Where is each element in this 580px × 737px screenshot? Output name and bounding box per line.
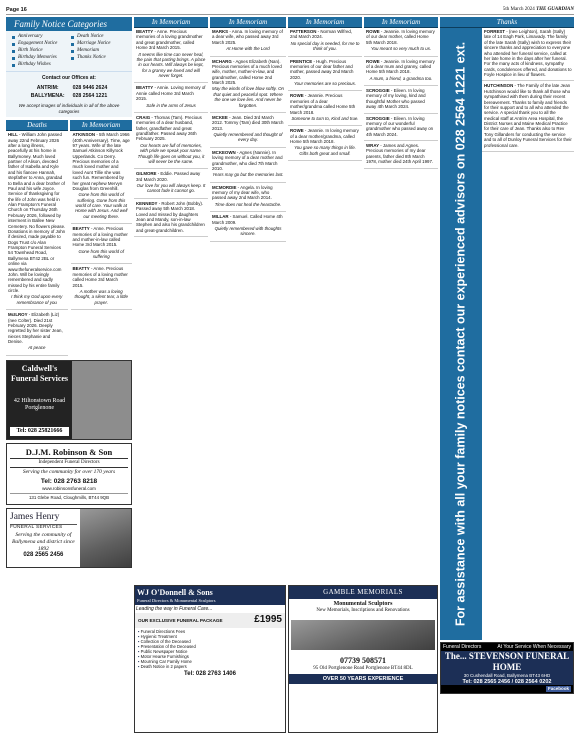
- djm-address: 131 Glebe Road, Cloughmills, BT44 9QB: [10, 493, 128, 500]
- notice-verse: Safe in the arms of Jesus: [146, 102, 196, 108]
- category-label: Anniversary: [18, 34, 43, 39]
- notice-text: - 5th March 1966 (40th Anniversary). Time, age 97 years. Wife of the late Samuel Atkinson Killyrock Upperlands. Co Derry. Precious memories of a much loved mother and loved Aunt Tillie she was such fun. Remembered by her great nephew Mervyn Douglas from Greenhill.: [72, 132, 130, 191]
- divider: [210, 147, 286, 148]
- stevenson-phone: Tel: 028 2565 2456 / 028 2564 0202: [462, 678, 552, 685]
- wjo-tagline: Leading the way in Funeral Care...: [136, 606, 213, 613]
- wjo-name: WJ O'Donnell & Sons: [137, 588, 213, 597]
- notice-text: - James and Agnes. Precious memories of my dear parents, father died 8th March 1978, mother died 24th April 1997.: [366, 143, 434, 165]
- djm-website: www.robinsonsfuneral.com: [42, 485, 96, 491]
- index-title: Family Notice Categories: [6, 17, 132, 31]
- divider: [134, 112, 208, 113]
- divider: [71, 223, 133, 224]
- memoriam-list: [134, 28, 208, 582]
- page-header: [6, 6, 574, 15]
- category-item: [12, 55, 67, 61]
- package-item: ▪ Motor Hearse Furnishings: [138, 654, 282, 659]
- notice-text: - Jean. Died 3rd March 2012. Tommy (Tam) died 30th March 2013.: [212, 114, 284, 131]
- notice-entry: [364, 115, 438, 140]
- notice-verse: At peace: [28, 345, 46, 351]
- notice-verse: You gave so many things in life. Gifts both great and small.: [294, 145, 356, 156]
- notice-verse: Time does not heal the heartache.: [214, 201, 282, 207]
- notice-text: - Elizabeth (Liz) (nee Colter). Died 21st February 2026. Deeply regretted by her sister Jean, nieces Stephanie and Denise.: [8, 312, 63, 345]
- package-item: ▪ Presentation of the Deceased: [138, 644, 282, 649]
- divider: [288, 125, 362, 126]
- notice-text: - Eileen. In loving memory of my loving, kind and thoughtful Mother who passed away 4th March 2024.: [366, 88, 426, 110]
- caldwell-name: Caldwell's Funeral Services: [10, 363, 69, 383]
- gamble-phone: 07739 508571: [340, 655, 386, 665]
- notice-entry: [6, 311, 68, 354]
- bullet-icon: [71, 50, 74, 53]
- notice-name: MCMORDIE: [212, 184, 237, 190]
- divider: [364, 140, 438, 141]
- wjo-package-list: [135, 628, 285, 671]
- gamble-body: New Memorials, Inscriptions and Renovations: [316, 607, 410, 613]
- notice-verse: It seems like time can never heal, the pain that parting brings. A place in our hearts. Will always be kept, for a granny we loved and will never forget.: [136, 51, 206, 78]
- divider: [134, 236, 208, 237]
- notice-name: MCHARG: [212, 58, 232, 64]
- divider: [6, 355, 68, 356]
- notice-entry: [71, 225, 133, 262]
- notice-entry: [364, 28, 438, 55]
- category-item: [12, 34, 67, 40]
- caldwell-advert: [6, 360, 132, 440]
- thanks-header: Thanks: [440, 17, 574, 28]
- notice-entry: [134, 200, 208, 235]
- package-item: ▪ Collection of the Deceased: [138, 639, 282, 644]
- notice-verse: Years may go but the memories last.: [212, 172, 284, 178]
- divider: [288, 56, 362, 57]
- divider: [134, 82, 208, 83]
- category-label: Death Notice: [77, 34, 104, 39]
- henry-sub: FUNERAL SERVICES: [10, 524, 77, 531]
- notice-entry: [6, 131, 68, 308]
- category-label: Birthday Wishes: [18, 62, 51, 68]
- divider: [364, 113, 438, 114]
- notice-verse: I think my God upon every remembrance of you: [11, 294, 63, 305]
- notice-verse: You meant so very much to us.: [370, 46, 432, 52]
- memoriam-header: In Memoriam: [70, 120, 132, 131]
- bullet-icon: [71, 36, 74, 39]
- wjo-sub: Funeral Directors & Monumental Sculptors: [137, 597, 216, 603]
- gamble-name: GAMBLE MEMORIALS: [289, 586, 437, 599]
- package-item: ▪ Death Notice in 2 papers: [138, 664, 282, 669]
- category-item: [12, 41, 67, 47]
- notice-entry: [482, 82, 574, 150]
- page-number: Page 16: [6, 6, 27, 13]
- office-contact: [6, 71, 132, 117]
- divider: [482, 151, 574, 152]
- deaths-list: [6, 131, 68, 357]
- category-item: [12, 48, 67, 54]
- memoriam-list: [210, 28, 286, 582]
- issue-date: 5th March 2024: [502, 6, 535, 12]
- gamble-advert-wrap: [288, 585, 438, 733]
- memorial-photo: [291, 620, 435, 650]
- memoriam-header: In Memoriam: [288, 17, 362, 28]
- notice-name: GILMORE: [136, 171, 157, 177]
- paper-name: THE GUARDIAN: [536, 6, 574, 12]
- category-label: Engagement Notice: [18, 41, 58, 47]
- category-list: [6, 31, 132, 71]
- notice-name: BEATTY: [72, 226, 90, 232]
- notice-text: - Eddie. Passed away 3rd March 2020.: [136, 171, 201, 182]
- divider: [364, 56, 438, 57]
- notice-verse: A mother was a loving thought, a silent tear, a little prayer.: [74, 288, 128, 305]
- henry-advert: [6, 508, 132, 568]
- wjo-package: OUR EXCLUSIVE FUNERAL PACKAGE: [138, 617, 223, 623]
- package-item: ▪ Funeral Directions Fees: [138, 629, 282, 634]
- notice-name: BEATTY: [136, 85, 154, 91]
- notice-text: - Jeannie. In loving memory of a dear mother/grandma, called Home 5th March 2018.: [290, 128, 359, 144]
- memoriam-header: In Memoriam: [134, 17, 208, 28]
- notice-verse: Quietly remembered with thoughts sincere.: [214, 225, 282, 237]
- notice-entry: [134, 114, 208, 167]
- stevenson-name: The... STEVENSON FUNERAL HOME: [444, 651, 570, 673]
- package-item: ▪ Hygienic Treatment: [138, 634, 282, 639]
- notice-entry: [134, 28, 208, 81]
- notice-name: KENNEDY: [136, 200, 158, 206]
- notice-verse: Someone to turn to, Kind and true.: [291, 115, 359, 121]
- bullet-icon: [12, 36, 15, 39]
- notice-text: - Anne. Precious memories of a loving mother called Home 3rd March 2015.: [72, 266, 128, 288]
- notice-name: ROWE: [366, 29, 380, 34]
- divider: [71, 309, 133, 310]
- divider: [482, 80, 574, 81]
- category-label: Memoriam: [77, 48, 99, 54]
- notice-text: - Annie. Loving memory of Annie called Home 3rd March 2015.: [136, 85, 206, 102]
- notice-text: - Anna. In loving memory of a dear wife, who passed away 3rd March 2025.: [212, 29, 283, 45]
- bullet-icon: [71, 43, 74, 46]
- wjo-price: £1995: [254, 614, 282, 626]
- memoriam-list: [364, 28, 438, 582]
- divider: [6, 309, 68, 310]
- djm-phone: Tel: 028 2763 8218: [40, 478, 98, 485]
- notice-entry: [288, 127, 362, 159]
- notice-verse: No special day is needed, for me to think of you.: [290, 40, 360, 52]
- stevenson-top-right: At Your Service When Necessary: [497, 644, 571, 650]
- notice-entry: [364, 142, 438, 167]
- office-title: Contact our Offices at:: [42, 75, 96, 82]
- notice-text: - The Family of the late Jean Hutchinson would like to thank all those who sympathised with them during their recent bereavement. Thanks to family and friends for their support and to all who attended the service. A special thank you to all the medical staff at Antrim Area Hospital, the District Nurses and Maine Medical Practice for their care of Jean. Thanks also to Rev Tony Gillanders for conducting the service and to all of Dunloy Funeral Services for their professional care.: [484, 83, 572, 148]
- divider: [210, 112, 286, 113]
- divider: [364, 168, 438, 169]
- gamble-address: 95 Old Portglenone Road Portglenone BT44 8DL: [313, 665, 413, 671]
- notice-name: SCROGGIE: [366, 115, 390, 121]
- category-label: Birthday Memories: [18, 55, 57, 61]
- divider: [288, 160, 362, 161]
- wjo-advert: [134, 585, 286, 733]
- thanks-list: [482, 28, 574, 640]
- djm-advert: [6, 443, 132, 505]
- notice-text: - Jeannie. In loving memory of a dear mum and granny, called Home 5th March 2018.: [366, 58, 435, 75]
- notice-name: ROWE: [290, 128, 304, 134]
- notice-entry: [210, 28, 286, 55]
- notice-verse: Gone from this world of suffering: [78, 248, 124, 260]
- notice-verse: Your memories are so precious.: [294, 81, 356, 86]
- column-1: [6, 17, 132, 733]
- office-table: [26, 83, 112, 102]
- memoriam-list: [288, 28, 362, 582]
- stevenson-advert: [440, 642, 574, 694]
- image-note: We accept images of individuals in all of the above categories: [18, 103, 120, 114]
- category-item: [71, 48, 126, 54]
- memoriam-header: In Memoriam: [364, 17, 438, 28]
- office-label: ANTRIM:: [36, 84, 59, 91]
- office-label: BALLYMENA:: [30, 92, 65, 99]
- notice-name: MILLAR: [212, 214, 229, 220]
- henry-name: James Henry: [10, 511, 60, 522]
- notice-name: PATTERSON: [290, 29, 317, 34]
- category-label: Birth Notice: [18, 48, 43, 54]
- gamble-sub: Monumental Sculptors: [333, 600, 393, 607]
- stevenson-address: 30 Cushendall Road, Ballymena BT43 6HD: [463, 673, 551, 679]
- notice-name: MARKS: [212, 29, 229, 34]
- caldwell-phone: Tel: 028 25821666: [10, 427, 69, 436]
- notice-name: SCROGGIE: [366, 88, 390, 93]
- notice-text: - Robert John (Bobby). Passed away 5th March 2018. Loved and missed by daughters Jean and Mandy, son-in-law Stephen and also his grandchildren and great-grandchildren.: [136, 200, 205, 233]
- notice-entry: [210, 213, 286, 240]
- notice-entry: [210, 149, 286, 181]
- notice-text: - Samuel. Called Home 4th March 2009.: [212, 214, 283, 225]
- bullet-icon: [12, 64, 15, 67]
- notice-entry: [482, 28, 574, 79]
- assistance-banner: [440, 28, 482, 640]
- bullet-icon: [12, 57, 15, 60]
- category-label: Marriage Notice: [77, 41, 111, 47]
- divider: [71, 263, 133, 264]
- notice-text: - Norman Wilfred, 2nd March 2024.: [290, 29, 353, 40]
- djm-name: D.J.M. Robinson & Son: [25, 446, 113, 457]
- notice-text: - Jeannie. Precious memories of a dear mother/grandma called Home 5th March 2018.: [290, 93, 356, 115]
- category-item: [71, 41, 126, 47]
- bullet-icon: [12, 50, 15, 53]
- notice-text: - Jeannie. In loving memory of our dear mother, called Home 5th March 2018.: [366, 29, 435, 45]
- divider: [288, 90, 362, 91]
- wjo-phone: Tel: 028 2763 1406: [184, 670, 236, 677]
- deaths-header: Deaths: [6, 120, 68, 131]
- divider: [134, 198, 208, 199]
- notice-name: BEATTY: [72, 266, 90, 272]
- henry-phone: 028 2565 2456: [23, 552, 64, 559]
- notice-name: ROWE: [366, 58, 380, 64]
- wjo-advert-wrap: [134, 585, 286, 733]
- notice-text: - (nee Leighton), Sarah (Sally) late of 14 Eagh Park, Limavady. The family of the late Sarah (Sally) wish to express their sincere thanks and appreciation to everyone who attended her funeral service, called at her late home in the days after her funeral. For the many acts of kindness, sympathy cards, condolences offered, and donations to Foyle Hospice in lieu of flowers.: [484, 29, 572, 77]
- henry-tag: Serving the community of Ballymena and district since 1892: [11, 532, 75, 552]
- notice-entry: [364, 87, 438, 112]
- caldwell-address: 42 Hiltonstown Road Portglenone: [13, 397, 66, 411]
- notice-verse: A mum, a friend, a grandma too.: [369, 75, 433, 81]
- notice-entry: [364, 58, 438, 85]
- assistance-text: For assistance with all your family notices contact our experienced advisors on 028 2564 1221 ext.: [453, 41, 468, 627]
- notice-entry: [210, 184, 286, 211]
- bullet-icon: [12, 43, 15, 46]
- facebook-link[interactable]: Facebook: [547, 686, 569, 692]
- memoriam-list: [71, 131, 133, 357]
- divider: [210, 211, 286, 212]
- notice-text: - Anne. Precious memories of a loving mother and mother-in-law called Home 3rd March 2015.: [72, 226, 128, 248]
- notice-verse: At Home with the Lord: [226, 46, 270, 52]
- notice-name: HILL: [8, 132, 18, 138]
- gamble-years: OVER 50 YEARS EXPERIENCE: [289, 674, 437, 685]
- notice-text: - Angela. In loving memory of my dear wife, who passed away 2nd March 2014.: [212, 184, 273, 201]
- djm-tag: Serving the community for over 170 years: [22, 469, 116, 476]
- notice-verse: May the winds of love blow softly. On that quiet and peaceful spot. Where the one we love lies. And never be forgotten.: [212, 86, 284, 108]
- notice-verse: Our hearts are full of memories, with pride we speak your name. Though life goes on without you, it will never be the same.: [137, 142, 205, 164]
- category-label: Thanks Notice: [77, 55, 106, 61]
- notice-verse: Quietly remembered and thought of every day.: [213, 132, 283, 143]
- column-6: [440, 17, 574, 733]
- funeral-photo: [80, 509, 131, 567]
- notice-name: FORREST: [484, 29, 505, 34]
- notice-name: CRAIG: [136, 114, 151, 120]
- notice-text: - Thomas (Tam). Precious memories of a dear husband, father, grandfather and great grandfather. Passed away 26th February 2025.: [136, 114, 202, 142]
- gamble-advert: [288, 585, 438, 733]
- djm-sub: Independent Funeral Directors: [10, 458, 128, 468]
- package-item: ▪ Mourning Car Family Home: [138, 659, 282, 664]
- divider: [364, 85, 438, 86]
- notice-name: McILROY: [8, 312, 28, 318]
- notice-name: ATKINSON: [72, 132, 96, 138]
- notice-name: HUTCHINSON: [484, 83, 514, 89]
- divider: [210, 56, 286, 57]
- notice-text: - Agnes Elizabeth (Nan). Precious memories of a much loved wife, mother, mother-in-law, and grandmother, called Home 2nd March 2025.: [212, 58, 282, 85]
- notice-entry: [210, 114, 286, 146]
- notice-name: MCKEE: [212, 114, 228, 120]
- notice-name: WRAY: [366, 143, 380, 148]
- notice-entry: [71, 265, 133, 308]
- office-phone: 028 9446 2624: [72, 84, 108, 91]
- notice-verse: Our love for you will always keep. It cannot fade it cannot go.: [136, 183, 206, 194]
- notice-entry: [288, 58, 362, 90]
- notice-text: - Agnes (Nannie). In loving memory of a dear mother and grandmother, who died 7th March 2010.: [212, 149, 283, 171]
- notice-entry: [288, 92, 362, 124]
- notice-name: PRENTICE: [290, 58, 313, 64]
- notice-text: - Anne. Precious memories of a loving grandmother and great grandmother, called Home 3rd March 2015.: [136, 29, 203, 51]
- notice-text: - Eileen. In loving memory of our wonderful grandmother who passed away on 4th March 2024.: [366, 115, 434, 137]
- notice-entry: [134, 170, 208, 197]
- divider: [210, 182, 286, 183]
- category-item: [71, 34, 126, 40]
- notice-name: ROWE: [290, 93, 304, 99]
- category-item: [12, 62, 67, 68]
- bullet-icon: [71, 57, 74, 60]
- stevenson-top-left: Funeral Directors: [443, 644, 482, 650]
- notice-entry: [210, 58, 286, 111]
- notice-text: - William John passed away 22nd February 2026 after a long illness, peacefully at his home in Ballymoney. Much loved partner of Alison, devoted father of Isabella and Kyle and his fiancee Hannah, stepfather to Anna, grandad to Bella and a dear brother of Paul and his wife Joyce. Service of thanksgiving for the life of John was held in Alan Frampton's Funeral Church on Thursday 26th February 2026, followed by interment in Ballee New Cemetery. No flowers please. Donations in memory of John if desired, made payable to Dogs Trust c/o Alan Frampton Funeral Services 54 Townhead Road, Ballymena BT42 2BL or online via www.thefuneralservice.com John. Will be lovingly remembered and sadly missed by his entire family circle.: [8, 132, 66, 294]
- notice-entry: [71, 131, 133, 222]
- notice-verse: Gone from this world of suffering. Gone from this world of care. Your walk at Home with Jesus. And well our meeting there.: [75, 192, 128, 219]
- notice-name: MCKEOWN: [212, 149, 236, 155]
- office-phone: 028 2564 1221: [72, 92, 108, 99]
- notice-text: - Hugh. Precious memories of our dear father and mother, passed away 2nd March 2020.: [290, 58, 354, 80]
- divider: [210, 241, 286, 242]
- notice-entry: [134, 84, 208, 111]
- divider: [134, 168, 208, 169]
- package-item: ▪ Public Newspaper Notice: [138, 649, 282, 654]
- notice-entry: [288, 28, 362, 55]
- category-item: [71, 55, 126, 61]
- memoriam-header: In Memoriam: [210, 17, 286, 28]
- notice-name: BEATTY: [136, 29, 154, 34]
- hearse-photo: [72, 361, 131, 439]
